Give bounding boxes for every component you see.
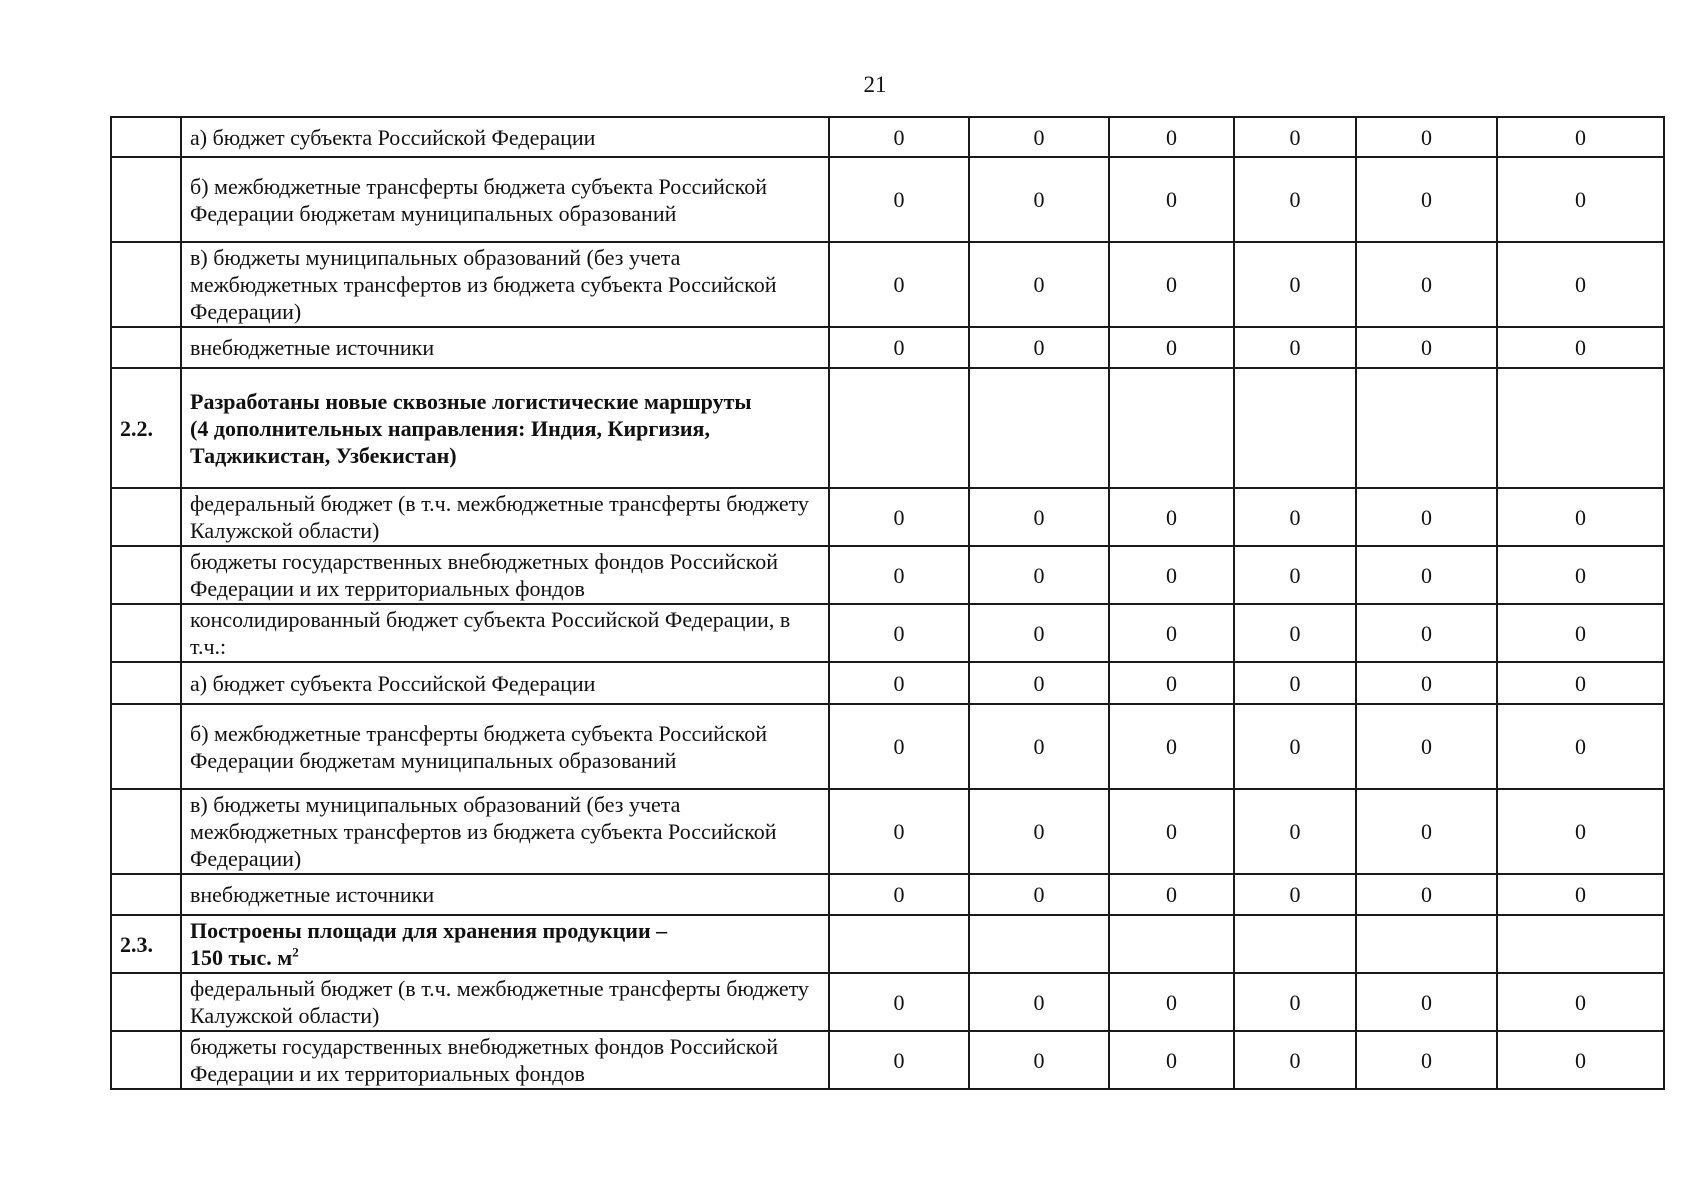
value-cell: 0 [1356,117,1497,157]
table-row [111,117,1664,157]
value-cell: 0 [1109,604,1234,662]
financing-table [110,116,1665,1090]
table-row [111,488,1664,546]
value-cell: 0 [1356,488,1497,546]
value-cell: 0 [1356,973,1497,1031]
value-cell: 0 [1109,242,1234,327]
value-cell: 0 [1109,117,1234,157]
value-cell: 0 [829,704,969,789]
value-cell: 0 [829,488,969,546]
value-cell: 0 [1497,789,1664,874]
empty-value-cell [1497,915,1664,973]
table-row [111,704,1664,789]
empty-value-cell [1234,368,1356,488]
value-cell: 0 [1109,973,1234,1031]
row-label: консолидированный бюджет субъекта Российской Федерации, в т.ч.: [181,604,829,662]
value-cell: 0 [1234,157,1356,242]
value-cell: 0 [829,789,969,874]
value-cell: 0 [1234,117,1356,157]
value-cell: 0 [1497,242,1664,327]
empty-value-cell [1497,368,1664,488]
value-cell: 0 [829,1031,969,1089]
value-cell: 0 [1497,973,1664,1031]
empty-value-cell [1109,368,1234,488]
section-title-area [190,944,820,971]
value-cell: 0 [1497,327,1664,368]
page-number: 21 [863,72,887,97]
value-cell: 0 [969,789,1109,874]
value-cell: 0 [1234,604,1356,662]
value-cell: 0 [829,874,969,915]
table-row [111,973,1664,1031]
value-cell: 0 [969,242,1109,327]
row-label: а) бюджет субъекта Российской Федерации [181,117,829,157]
row-label: бюджеты государственных внебюджетных фондов Российской Федерации и их территориальных фондов [181,546,829,604]
row-label: б) межбюджетные трансферты бюджета субъекта Российской Федерации бюджетам муниципальных образований [181,157,829,242]
area-value: 150 тыс. м [190,945,293,970]
value-cell: 0 [1497,157,1664,242]
table-row [111,604,1664,662]
value-cell: 0 [969,117,1109,157]
table-row [111,242,1664,327]
value-cell: 0 [1109,157,1234,242]
row-label: бюджеты государственных внебюджетных фондов Российской Федерации и их территориальных фондов [181,1031,829,1089]
section-row-2-2 [111,368,1664,488]
section-number: 2.3. [111,915,181,973]
value-cell: 0 [1234,662,1356,704]
empty-value-cell [829,368,969,488]
row-number-cell [111,1031,181,1089]
row-number-cell [111,704,181,789]
empty-value-cell [1356,915,1497,973]
value-cell: 0 [969,704,1109,789]
value-cell: 0 [829,242,969,327]
row-number-cell [111,117,181,157]
value-cell: 0 [1109,546,1234,604]
row-number-cell [111,662,181,704]
row-label: б) межбюджетные трансферты бюджета субъекта Российской Федерации бюджетам муниципальных образований [181,704,829,789]
value-cell: 0 [969,327,1109,368]
table-row [111,546,1664,604]
value-cell: 0 [1234,327,1356,368]
section-row-2-3 [111,915,1664,973]
value-cell: 0 [1109,789,1234,874]
table-row [111,1031,1664,1089]
value-cell: 0 [1109,704,1234,789]
value-cell: 0 [1356,157,1497,242]
section-title [181,915,829,973]
row-label: федеральный бюджет (в т.ч. межбюджетные трансферты бюджету Калужской области) [181,488,829,546]
value-cell: 0 [1109,488,1234,546]
row-label: внебюджетные источники [181,874,829,915]
row-number-cell [111,789,181,874]
value-cell: 0 [1497,488,1664,546]
value-cell: 0 [1497,662,1664,704]
table-row [111,789,1664,874]
table-row [111,327,1664,368]
value-cell: 0 [969,874,1109,915]
empty-value-cell [1109,915,1234,973]
area-unit-exponent: 2 [292,944,299,960]
value-cell: 0 [1497,604,1664,662]
value-cell: 0 [1234,1031,1356,1089]
table-row [111,157,1664,242]
row-number-cell [111,242,181,327]
value-cell: 0 [969,604,1109,662]
value-cell: 0 [1356,662,1497,704]
table-row [111,874,1664,915]
empty-value-cell [1234,915,1356,973]
row-number-cell [111,546,181,604]
row-label: в) бюджеты муниципальных образований (без учета межбюджетных трансфертов из бюджета субъекта Российской Федерации) [181,789,829,874]
row-label: в) бюджеты муниципальных образований (без учета межбюджетных трансфертов из бюджета субъекта Российской Федерации) [181,242,829,327]
value-cell: 0 [969,488,1109,546]
row-label: федеральный бюджет (в т.ч. межбюджетные трансферты бюджету Калужской области) [181,973,829,1031]
value-cell: 0 [1234,973,1356,1031]
table-row [111,662,1664,704]
value-cell: 0 [1109,1031,1234,1089]
empty-value-cell [969,368,1109,488]
value-cell: 0 [829,604,969,662]
value-cell: 0 [829,662,969,704]
value-cell: 0 [1109,874,1234,915]
value-cell: 0 [1497,1031,1664,1089]
section-title [181,368,829,488]
row-number-cell [111,488,181,546]
value-cell: 0 [1356,327,1497,368]
value-cell: 0 [829,327,969,368]
value-cell: 0 [1356,546,1497,604]
value-cell: 0 [1497,704,1664,789]
value-cell: 0 [1356,604,1497,662]
value-cell: 0 [1356,874,1497,915]
value-cell: 0 [1497,117,1664,157]
value-cell: 0 [969,973,1109,1031]
section-title-text: Разработаны новые сквозные логистические маршруты [190,388,752,414]
row-number-cell [111,874,181,915]
value-cell: 0 [1234,874,1356,915]
value-cell: 0 [1234,242,1356,327]
row-number-cell [111,973,181,1031]
empty-value-cell [829,915,969,973]
row-label: внебюджетные источники [181,327,829,368]
row-number-cell [111,604,181,662]
row-number-cell [111,327,181,368]
value-cell: 0 [1234,488,1356,546]
value-cell: 0 [969,546,1109,604]
value-cell: 0 [829,117,969,157]
row-number-cell [111,157,181,242]
value-cell: 0 [1234,789,1356,874]
value-cell: 0 [1497,546,1664,604]
value-cell: 0 [1356,242,1497,327]
empty-value-cell [969,915,1109,973]
value-cell: 0 [829,546,969,604]
row-label: а) бюджет субъекта Российской Федерации [181,662,829,704]
value-cell: 0 [1109,662,1234,704]
section-subtitle-text: (4 дополнительных направления: Индия, Киргизия, Таджикистан, Узбекистан) [190,415,710,468]
value-cell: 0 [829,973,969,1031]
empty-value-cell [1356,368,1497,488]
value-cell: 0 [969,1031,1109,1089]
value-cell: 0 [1234,704,1356,789]
value-cell: 0 [1356,1031,1497,1089]
value-cell: 0 [1497,874,1664,915]
value-cell: 0 [829,157,969,242]
value-cell: 0 [969,662,1109,704]
value-cell: 0 [969,157,1109,242]
value-cell: 0 [1356,789,1497,874]
value-cell: 0 [1234,546,1356,604]
section-number: 2.2. [111,368,181,488]
value-cell: 0 [1356,704,1497,789]
value-cell: 0 [1109,327,1234,368]
section-title-text: Построены площади для хранения продукции – [190,918,668,943]
